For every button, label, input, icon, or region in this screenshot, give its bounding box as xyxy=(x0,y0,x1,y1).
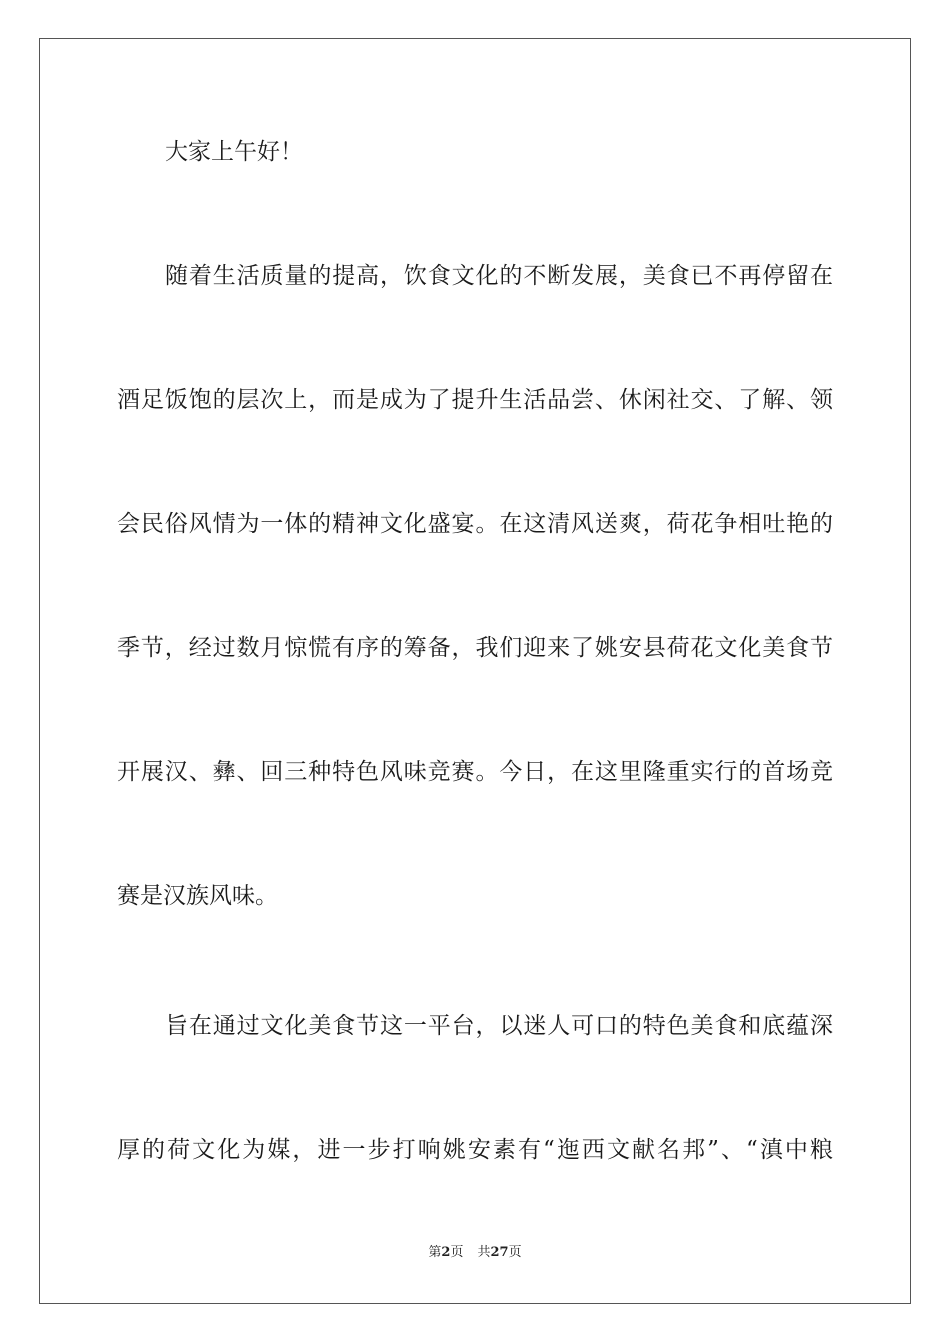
page-number: 2 xyxy=(441,1245,451,1260)
text-line: 旨在通过文化美食节这一平台，以迷人可口的特色美食和底蕴深 xyxy=(165,1013,833,1039)
text-line: 开展汉、彝、回三种特色风味竞赛。今日，在这里隆重实行的首场竞 xyxy=(117,759,833,785)
text-line: 季节，经过数月惊慌有序的筹备，我们迎来了姚安县荷花文化美食节 xyxy=(117,635,833,661)
page-prefix: 第 xyxy=(428,1245,442,1260)
page-suffix: 页 xyxy=(450,1245,464,1260)
text-line: 大家上午好！ xyxy=(165,139,303,165)
text-line: 随着生活质量的提高，饮食文化的不断发展，美食已不再停留在 xyxy=(165,263,833,289)
text-line: 酒足饭饱的层次上，而是成为了提升生活品尝、休闲社交、了解、领 xyxy=(117,387,833,413)
total-suffix: 页 xyxy=(508,1245,522,1260)
page-footer xyxy=(0,1244,950,1262)
total-pages: 27 xyxy=(490,1245,509,1260)
total-prefix: 共 xyxy=(477,1245,491,1260)
text-line: 赛是汉族风味。 xyxy=(117,883,278,909)
text-line: 厚的荷文化为媒，进一步打响姚安素有“迤西文献名邦”、“滇中粮 xyxy=(117,1137,833,1163)
page-frame xyxy=(39,38,911,1304)
text-line: 会民俗风情为一体的精神文化盛宴。在这清风送爽，荷花争相吐艳的 xyxy=(117,511,833,537)
